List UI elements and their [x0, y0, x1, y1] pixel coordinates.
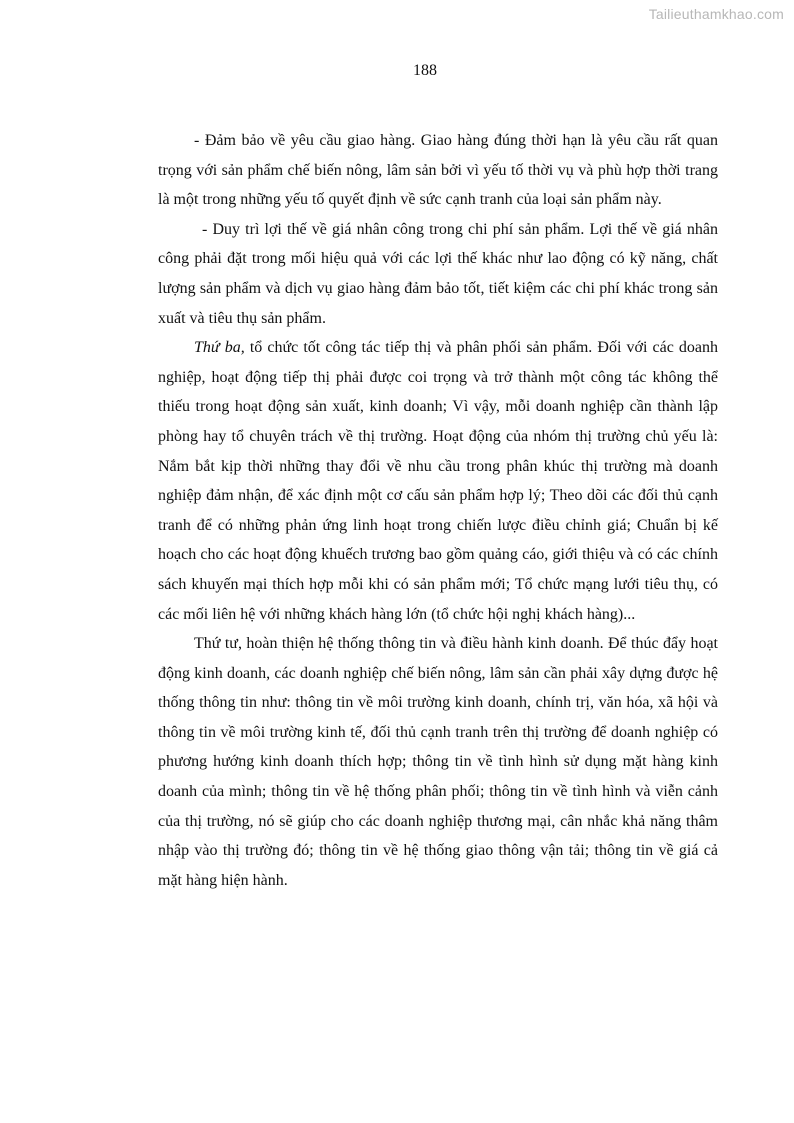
paragraph-labor-cost: - Duy trì lợi thế về giá nhân công trong chi phí sản phẩm. Lợi thế về giá nhân công phải đặt trong mối hiệu quả với các lợi thế khác như lao động có kỹ năng, chất lượng sản phẩm và dịch vụ giao hàng đảm bảo tốt, tiết kiệm các chi phí khác trong sản xuất và tiêu thụ sản phẩm.	[158, 220, 718, 327]
page-number: 188	[413, 62, 437, 79]
paragraph-information-system: Thứ tư, hoàn thiện hệ thống thông tin và điều hành kinh doanh. Để thúc đẩy hoạt động kinh doanh, các doanh nghiệp chế biến nông, lâm sản cần phải xây dựng được hệ thống thông tin như: thông tin về môi trường kinh doanh, chính trị, văn hóa, xã hội và thông tin về môi trường kinh tế, đối thủ cạnh tranh trên thị trường để doanh nghiệp có phương hướng kinh doanh thích hợp; thông tin về tình hình sử dụng mặt hàng kinh doanh của mình; thông tin về hệ thống phân phối; thông tin về tình hình và viễn cảnh của thị trường, nó sẽ giúp cho các doanh nghiệp thương mại, cân nhắc khả năng thâm nhập vào thị trường đó; thông tin về hệ thống giao thông vận tải; thông tin về giá cả mặt hàng hiện hành.	[158, 635, 718, 889]
paragraph-marketing	[158, 333, 718, 629]
document-body	[158, 126, 718, 895]
watermark-text: Tailieuthamkhao.com	[648, 6, 784, 22]
paragraph-marketing-text: tổ chức tốt công tác tiếp thị và phân phối sản phẩm. Đối với các doanh nghiệp, hoạt động tiếp thị phải được coi trọng và trở thành một công tác không thể thiếu trong hoạt động sản xuất, kinh doanh; Vì vậy, mỗi doanh nghiệp cần thành lập phòng hay tổ chuyên trách về thị trường. Hoạt động của nhóm thị trường chủ yếu là: Nắm bắt kịp thời những thay đổi về nhu cầu trong phân khúc thị trường mà doanh nghiệp đảm nhận, để xác định một cơ cấu sản phẩm hợp lý; Theo dõi các đối thủ cạnh tranh để có những phản ứng linh hoạt trong chiến lược điều chỉnh giá; Chuẩn bị kế hoạch cho các hoạt động khuếch trương bao gồm quảng cáo, giới thiệu và có các chính sách khuyến mại thích hợp mỗi khi có sản phẩm mới; Tổ chức mạng lưới tiêu thụ, có các mối liên hệ với những khách hàng lớn (tổ chức hội nghị khách hàng)...	[158, 339, 719, 623]
paragraph-delivery: - Đảm bảo về yêu cầu giao hàng. Giao hàng đúng thời hạn là yêu cầu rất quan trọng với sản phẩm chế biến nông, lâm sản bởi vì yếu tố thời vụ và phù hợp thời trang là một trong những yếu tố quyết định về sức cạnh tranh của loại sản phẩm này.	[158, 132, 718, 209]
paragraph-lead-italic: Thứ ba,	[194, 339, 245, 357]
